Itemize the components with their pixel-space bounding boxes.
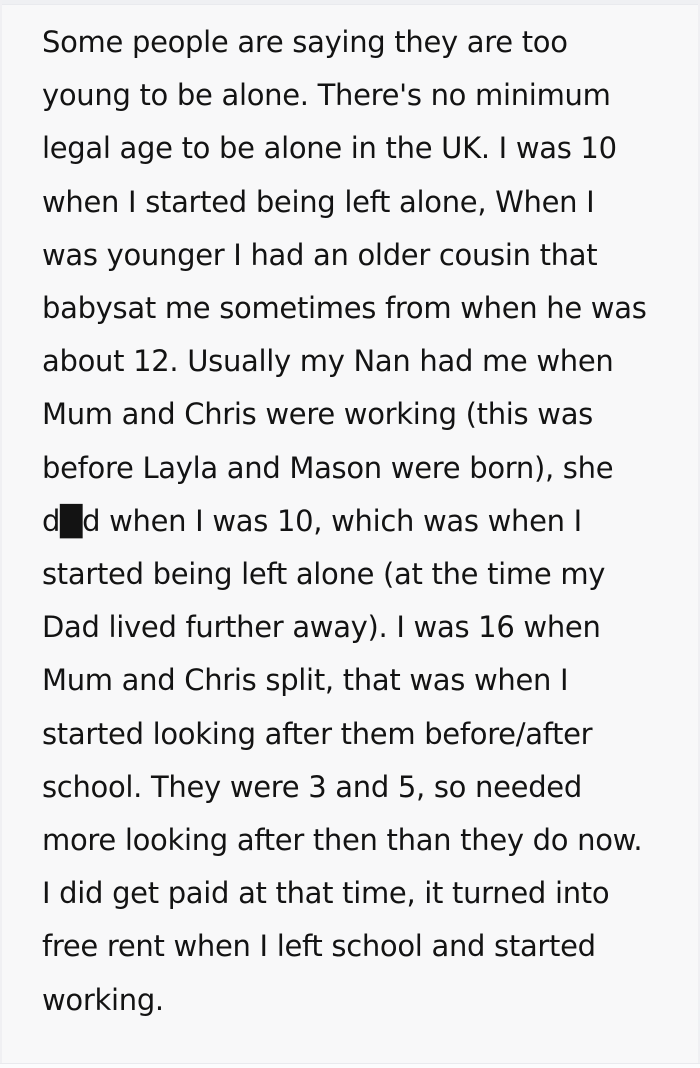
post-line: was younger I had an older cousin that: [42, 237, 598, 272]
post-line: I did get paid at that time, it turned into: [42, 876, 610, 911]
post-line: when I started being left alone, When I: [42, 184, 595, 219]
post-body: [42, 16, 680, 1027]
card-top-edge: [0, 0, 700, 5]
post-line: babysat me sometimes from when he was: [42, 291, 647, 326]
post-line: free rent when I left school and started: [42, 929, 596, 964]
post-line: before Layla and Mason were born), she: [42, 450, 614, 485]
post-line: more looking after then than they do now.: [42, 823, 643, 858]
card-bottom-edge: [0, 1063, 700, 1068]
card-left-edge: [0, 0, 2, 1068]
post-line: legal age to be alone in the UK. I was 10: [42, 131, 617, 166]
post-line-redacted: d█d when I was 10, which was when I: [42, 503, 582, 538]
post-line: working.: [42, 982, 164, 1017]
post-line: Mum and Chris were working (this was: [42, 397, 593, 432]
post-line: started being left alone (at the time my: [42, 557, 606, 592]
post-line: school. They were 3 and 5, so needed: [42, 769, 582, 804]
post-line: young to be alone. There's no minimum: [42, 78, 611, 113]
post-line: about 12. Usually my Nan had me when: [42, 344, 614, 379]
post-line: Mum and Chris split, that was when I: [42, 663, 569, 698]
post-line: started looking after them before/after: [42, 716, 593, 751]
post-line: Dad lived further away). I was 16 when: [42, 610, 601, 645]
post-line: Some people are saying they are too: [42, 25, 568, 59]
